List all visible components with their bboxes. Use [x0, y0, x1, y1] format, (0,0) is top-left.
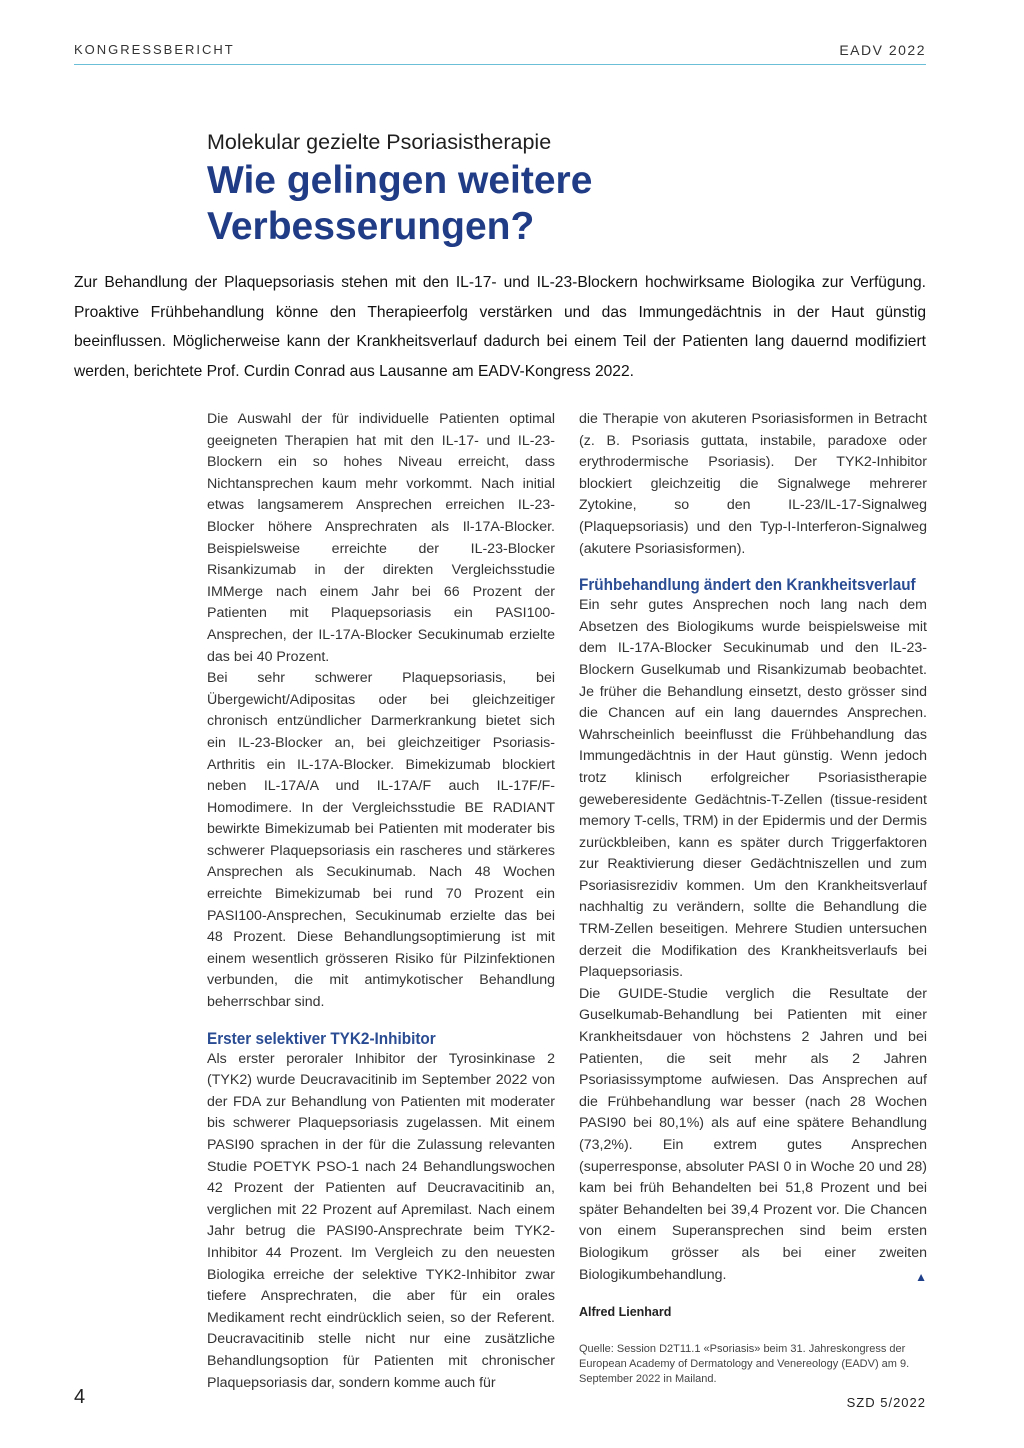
article-kicker: Molekular gezielte Psoriasistherapie	[207, 130, 552, 154]
paragraph: Bei sehr schwerer Plaquepsoriasis, bei Übergewicht/Adipositas oder bei gleichzeitiger chronisch entzündlicher Darmerkrankung bietet sich ein IL-23-Blocker an, bei gleichzeitiger Psoriasis-Arthritis ein IL-17A-Blocker. Bimekizumab blockiert neben IL-17A/A und IL-17A/F auch IL-17F/F-Homodimere. In der Vergleichsstudie BE RADIANT bewirkte Bimekizumab bei Patienten mit moderater bis schwerer Plaquepsoriasis ein rascheres und stärkeres Ansprechen als Secukinumab. Nach 48 Wochen erreichte Bimekizumab bei rund 70 Prozent ein PASI100-Ansprechen, Secukinumab erzielte das bei 48 Prozent. Diese Behandlungsoptimierung ist mit einem wesentlich grösseren Risiko für Pilzinfektionen verbunden, die mit antimykotischer Behandlung beherrschbar sind.	[207, 670, 555, 1011]
event-label: EADV 2022	[839, 42, 926, 58]
paragraph: die Therapie von akuteren Psoriasisformen in Betracht (z. B. Psoriasis guttata, instabile, paradoxe oder erythrodermische Psoriasis). Der TYK2-Inhibitor blockiert gleichzeitig die Signalwege mehrerer Zytokine, so den IL-23/IL-17-Signalweg (Plaquepsoriasis) und den Typ-I-Interferon-Signalweg (akutere Psoriasisformen).	[579, 411, 927, 557]
page-number: 4	[74, 1386, 86, 1408]
end-triangle-icon: ▲	[915, 1269, 927, 1284]
source-note: Quelle: Session D2T11.1 «Psoriasis» beim 31. Jahreskongress der European Academy of Dermatology and Venereology (EADV) am 9. September 2022 in Mailand.	[579, 1342, 910, 1385]
subheading: Frühbehandlung ändert den Krankheitsverlauf	[579, 575, 916, 595]
paragraph: Die Auswahl der für individuelle Patienten optimal geeigneten Therapien hat mit den IL-17- und IL-23-Blockern ein so hohes Niveau erreicht, dass Nichtansprechen kaum mehr vorkommt. Nach initial etwas langsamerem Ansprechen erreichen IL-23-Blocker höhere Ansprechraten als Il-17A-Blocker. Beispielsweise erreichte der IL-23-Blocker Risankizumab in der direkten Vergleichsstudie IMMerge nach einem Jahr bei 66 Prozent der Patienten mit Plaquepsoriasis ein PASI100-Ansprechen, der IL-17A-Blocker Secukinumab erzielte das bei 40 Prozent.	[207, 411, 555, 665]
subheading: Erster selektiver TYK2-Inhibitor	[207, 1028, 436, 1048]
author-name: Alfred Lienhard	[579, 1305, 672, 1320]
paragraph-final	[579, 984, 927, 1286]
paragraph: Ein sehr gutes Ansprechen noch lang nach dem Absetzen des Biologikums wurde beispielsweise mit dem IL-17A-Blocker Secukinumab und den IL-23-Blockern Guselkumab und Risankizumab beobachtet. Je früher die Behandlung einsetzt, desto grösser sind die Chancen auf ein lang dauerndes Ansprechen. Wahrscheinlich beeinflusst die Frühbehandlung das Immungedächtnis in der Haut günstig. Wenn jedoch trotz klinisch erfolgreicher Psoriasistherapie geweberesidente Gedächtnis-T-Zellen (tissue-resident memory T-cells, TRM) in der Epidermis und der Dermis zurückbleiben, kann es später durch Triggerfaktoren zur Reaktivierung dieser Gedächtniszellen und zum Psoriasisrezidiv kommen. Um den Krankheitsverlauf nachhaltig zu verändern, sollte die Behandlung die TRM-Zellen beseitigen. Mehrere Studien untersuchen derzeit die Modifikation des Krankheitsverlaufs bei Plaquepsoriasis.	[579, 597, 927, 981]
page-header	[74, 42, 926, 65]
section-label: KONGRESSBERICHT	[74, 42, 235, 57]
left-column	[207, 409, 555, 1394]
issue-label: SZD 5/2022	[846, 1395, 926, 1410]
right-column	[579, 409, 927, 1387]
paragraph-text: Die GUIDE-Studie verglich die Resultate der Guselkumab-Behandlung bei Patienten mit einer Krankheitsdauer von höchstens 2 Jahren und bei Patienten, die seit mehr als 2 Jahren Psoriasissymptome aufwiesen. Das Ansprechen auf die Frühbehandlung war besser (nach 28 Wochen PASI90 bei 80,1%) als auf eine spätere Behandlung (73,2%). Ein extrem gutes Ansprechen (superresponse, absoluter PASI 0 in Woche 20 und 28) kam bei früh Behandelten bei 51,8 Prozent und bei später Behandelten bei 39,4 Prozent vor. Die Chancen von einem Superansprechen sind beim ersten Biologikum grösser als bei einer zweiten Biologikumbehandlung.	[579, 985, 927, 1283]
article-lead: Zur Behandlung der Plaquepsoriasis stehen mit den IL-17- und IL-23-Blockern hochwirksame Biologika zur Verfügung. Proaktive Frühbehandlung könne den Therapieerfolg verstärken und das Immungedächtnis in der Haut günstig beeinflussen. Möglicherweise kann der Krankheitsverlauf dadurch bei einem Teil der Patienten lang dauernd modifiziert werden, berichtete Prof. Curdin Conrad aus Lausanne am EADV-Kongress 2022.	[74, 274, 926, 380]
article-title: Wie gelingen weitere Verbesserungen?	[207, 159, 593, 248]
paragraph: Als erster peroraler Inhibitor der Tyrosinkinase 2 (TYK2) wurde Deucravacitinib im September 2022 von der FDA zur Behandlung von Patienten mit moderater bis schwerer Plaquepsoriasis zugelassen. Mit einem PASI90 sprachen in der für die Zulassung relevanten Studie POETYK PSO-1 nach 24 Behandlungswochen 42 Prozent der Patienten auf Deucravacitinib an, verglichen mit 22 Prozent auf Apremilast. Nach einem Jahr betrug die PASI90-Ansprechrate beim TYK2-Inhibitor 44 Prozent. Im Vergleich zu den neuesten Biologika erreiche der selektive TYK2-Inhibitor zwar tiefere Ansprechraten, die aber für ein orales Medikament recht eindrücklich seien, so der Referent. Deucravacitinib stelle nicht nur eine zusätzliche Behandlungsoption für Patienten mit chronischer Plaquepsoriasis dar, sondern komme auch für	[207, 1050, 555, 1391]
